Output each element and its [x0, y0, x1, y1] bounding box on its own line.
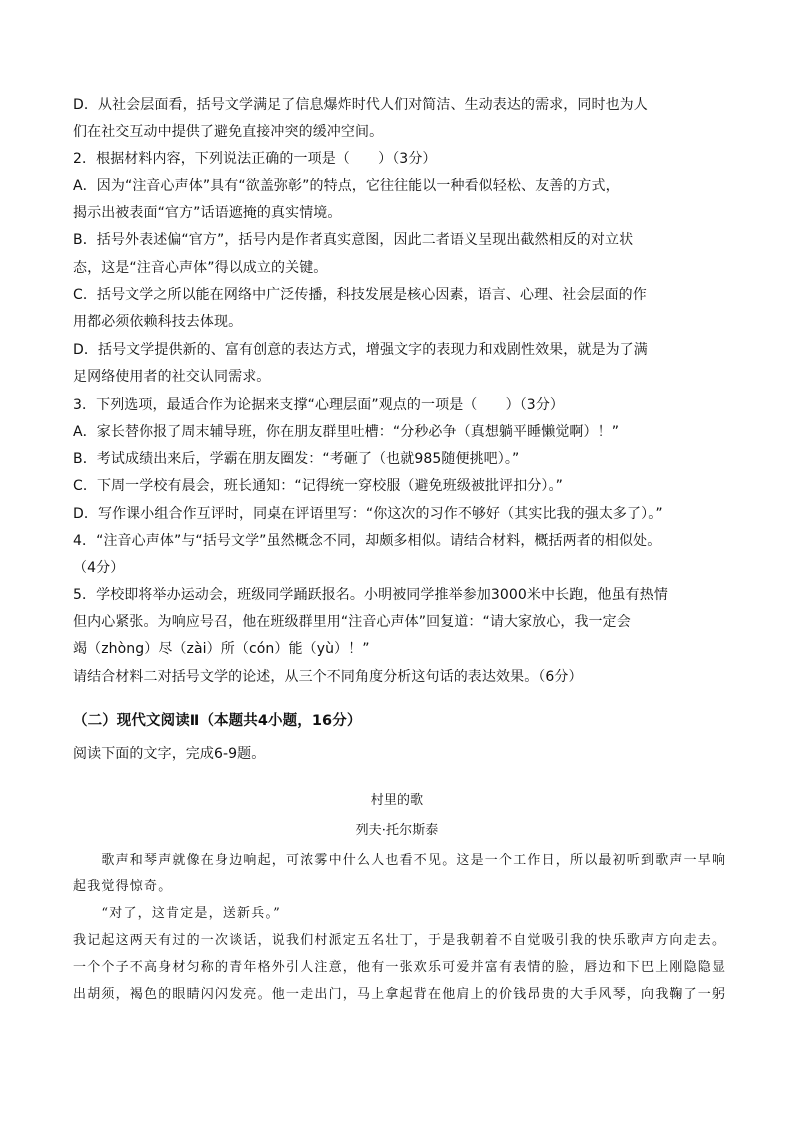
text-line: 们在社交互动中提供了避免直接冲突的缓冲空间。 [73, 124, 384, 140]
story-author: 列夫·托尔斯泰 [355, 823, 439, 838]
text-line: A．因为“注音心声体”具有“欲盖弥彰”的特点，它往往能以一种看似轻松、友善的方式， [73, 178, 620, 194]
text-line: 但内心紧张。为响应号召，他在班级群里用“注音心声体”回复道：“请大家放心，我一定会 [73, 614, 631, 630]
question-3: 3．下列选项，最适合作为论据来支撑“心理层面”观点的一项是（ ）（3分） [73, 397, 565, 413]
story-paragraph: 起我觉得惊奇。 [73, 879, 173, 894]
text-line: 揭示出被表面“官方”话语遮掩的真实情境。 [73, 205, 342, 221]
story-paragraph: “对了，这肯定是，送新兵。” [73, 906, 281, 921]
text-line: 足网络使用者的社交认同需求。 [73, 369, 271, 385]
story-paragraph: 一个个子不高身材匀称的青年格外引人注意，他有一张欢乐可爱并富有表情的脸，唇边和下巴上刚隐隐显 [73, 960, 727, 975]
section-heading: （二）现代文阅读Ⅱ（本题共4小题，16分） [73, 713, 362, 729]
question-5: 5．学校即将举办运动会，班级同学踊跃报名。小明被同学推举参加3000米中长跑，他虽有热情 [73, 587, 668, 603]
text-line: A．家长替你报了周末辅导班，你在朋友群里吐槽：“分秒必争（真想躺平睡懒觉啊）！” [73, 424, 620, 440]
text-line: （4分） [73, 560, 125, 576]
story-title: 村里的歌 [370, 793, 424, 808]
reading-instruction: 阅读下面的文字，完成6-9题。 [73, 746, 266, 762]
question-4: 4．“注音心声体”与“括号文学”虽然概念不同，却颇多相似。请结合材料，概括两者的相似处。 [73, 533, 662, 549]
text-line: D．从社会层面看，括号文学满足了信息爆炸时代人们对简洁、生动表达的需求，同时也为人 [73, 97, 648, 113]
text-line: D．写作课小组合作互评时，同桌在评语里写：“你这次的习作不够好（其实比我的强太多了）。” [73, 506, 663, 522]
text-line: 用都必须依赖科技去体现。 [73, 314, 243, 330]
question-2: 2．根据材料内容，下列说法正确的一项是（ ）（3分） [73, 151, 437, 167]
text-line: 竭（zhòng）尽（zài）所（cón）能（yù）！” [73, 641, 370, 657]
story-paragraph: 我记起这两天有过的一次谈话，说我们村派定五名壮丁，于是我朝着不自觉吸引我的快乐歌声方向走去。 [73, 933, 727, 948]
story-paragraph: 歌声和琴声就像在身边响起，可浓雾中什么人也看不见。这是一个工作日，所以最初听到歌声一早响 [73, 853, 727, 868]
text-line: D．括号文学提供新的、富有创意的表达方式，增强文字的表现力和戏剧性效果，就是为了满 [73, 342, 648, 358]
text-line: B．括号外表述偏“官方”，括号内是作者真实意图，因此二者语义呈现出截然相反的对立状 [73, 232, 634, 248]
text-line: B．考试成绩出来后，学霸在朋友圈发：“考砸了（也就985随便挑吧）。” [73, 451, 520, 467]
text-line: C．括号文学之所以能在网络中广泛传播，科技发展是核心因素，语言、心理、社会层面的作 [73, 287, 647, 303]
text-line: 态，这是“注音心声体”得以成立的关键。 [73, 260, 328, 276]
story-paragraph: 出胡须，褐色的眼睛闪闪发亮。他一走出门，马上拿起背在他肩上的价钱昂贵的大手风琴，向我鞠了一躬 [73, 987, 727, 1002]
text-line: 请结合材料二对括号文学的论述，从三个不同角度分析这句话的表达效果。（6分） [73, 669, 583, 685]
text-line: C．下周一学校有晨会，班长通知：“记得统一穿校服（避免班级被批评扣分）。” [73, 478, 563, 494]
